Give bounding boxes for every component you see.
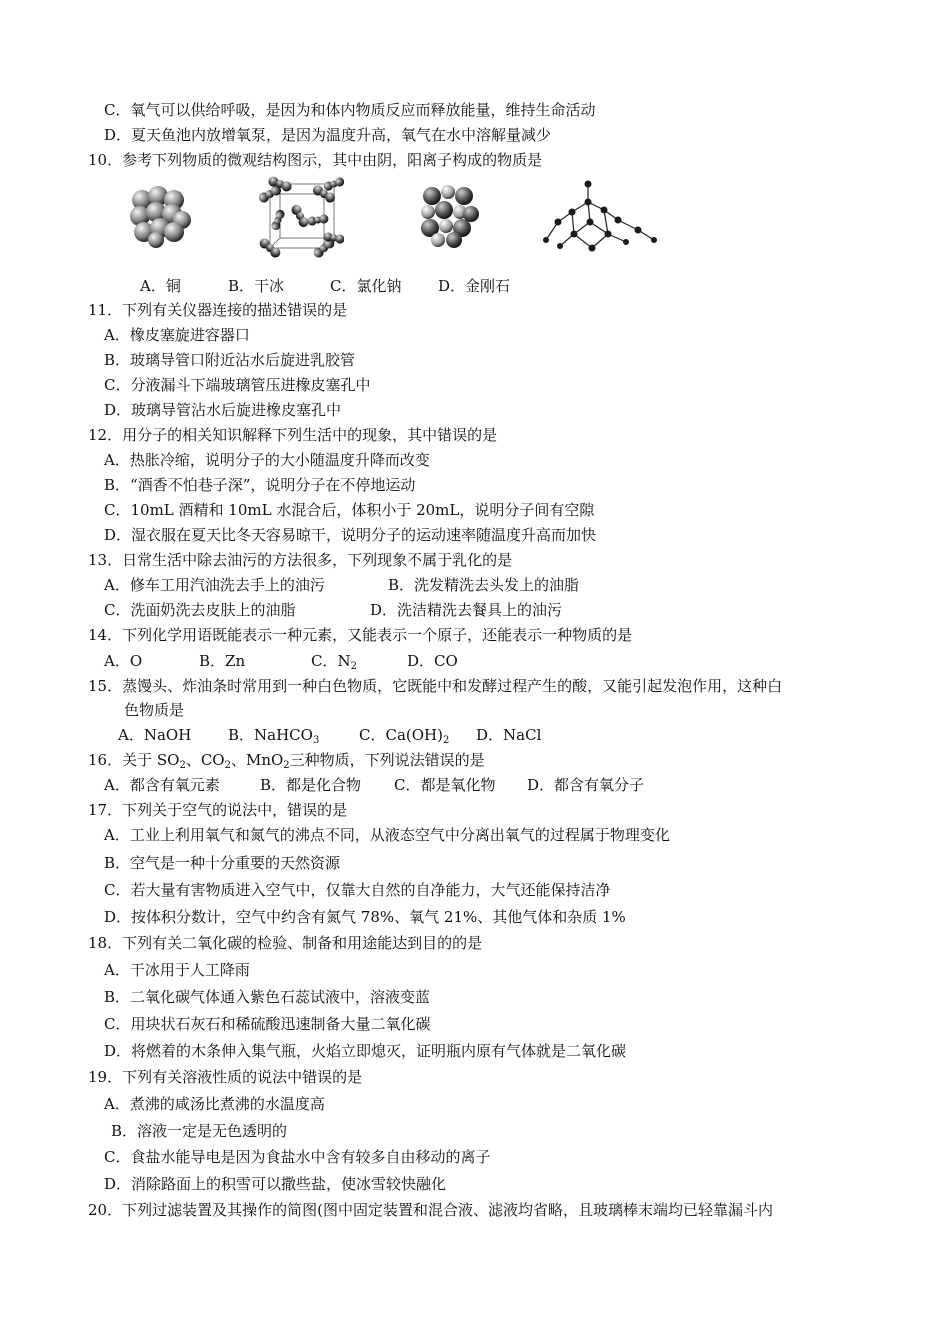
q17-option-d: D．按体积分数计，空气中约含有氮气 78%、氧气 21%、其他气体和杂质 1%	[104, 908, 626, 926]
q10-option-a: A．铜	[140, 277, 181, 295]
q17-option-c: C．若大量有害物质进入空气中，仅靠大自然的自净能力，大气还能保持洁净	[104, 881, 611, 899]
q14-options	[104, 651, 458, 671]
dry-ice-structure-image	[256, 176, 344, 262]
q12-option-a: A．热胀冷缩，说明分子的大小随温度升降而改变	[104, 451, 430, 469]
q14-option-d: D．CO	[407, 652, 458, 670]
q17-stem: 17．下列关于空气的说法中，错误的是	[88, 801, 348, 819]
q19-option-a: A．煮沸的咸汤比煮沸的水温度高	[104, 1095, 325, 1113]
q15-stem-continued: 色物质是	[124, 701, 185, 719]
q10-stem: 10．参考下列物质的微观结构图示，其中由阴，阳离子构成的物质是	[88, 151, 543, 169]
q14-option-c: C．$N_2$	[311, 652, 357, 672]
q11-option-d: D．玻璃导管沾水后旋进橡皮塞孔中	[104, 401, 342, 419]
q18-option-c: C．用块状石灰石和稀硫酸迅速制备大量二氧化碳	[104, 1015, 431, 1033]
q10-option-c: C．氯化钠	[330, 277, 402, 295]
q16-option-b: B．都是化合物	[260, 776, 362, 794]
q14-option-a: A．O	[104, 652, 143, 670]
q12-option-d: D．湿衣服在夏天比冬天容易晾干，说明分子的运动速率随温度升高而加快	[104, 526, 597, 544]
q13-options-row1	[104, 575, 579, 595]
sodium-chloride-structure-image	[416, 182, 480, 248]
q11-option-a: A．橡皮塞旋进容器口	[104, 326, 250, 344]
q18-option-b: B．二氧化碳气体通入紫色石蕊试液中，溶液变蓝	[104, 988, 431, 1006]
q11-option-c: C．分液漏斗下端玻璃管压进橡皮塞孔中	[104, 376, 371, 394]
q19-option-d: D．消除路面上的积雪可以撒些盐，使冰雪较快融化	[104, 1175, 447, 1193]
q13-options-row2	[104, 600, 562, 620]
q16-option-c: C．都是氧化物	[394, 776, 496, 794]
q15-stem: 15．蒸馒头、炸油条时常用到一种白色物质，它既能中和发酵过程产生的酸，又能引起发泡作用，这种白	[88, 677, 783, 695]
q10-option-b: B．干冰	[228, 277, 285, 295]
q20-stem: 20．下列过滤装置及其操作的简图(图中固定装置和混合液、滤液均省略，且玻璃棒末端均已轻靠漏斗内	[88, 1201, 773, 1219]
diamond-structure-image	[536, 176, 660, 262]
q19-option-b: B．溶液一定是无色透明的	[111, 1122, 288, 1140]
q13-option-b: B．洗发精洗去头发上的油脂	[388, 576, 580, 594]
q14-stem: 14．下列化学用语既能表示一种元素，又能表示一个原子，还能表示一种物质的是	[88, 626, 633, 644]
q15-option-d: D．NaCl	[476, 726, 542, 744]
q18-option-a: A．干冰用于人工降雨	[104, 961, 250, 979]
q9-option-c: C．氧气可以供给呼吸，是因为和体内物质反应而释放能量，维持生命活动	[104, 101, 596, 119]
q11-option-b: B．玻璃导管口附近沾水后旋进乳胶管	[104, 351, 356, 369]
q16-options	[104, 775, 644, 795]
q11-stem: 11．下列有关仪器连接的描述错误的是	[88, 301, 348, 319]
q17-option-b: B．空气是一种十分重要的天然资源	[104, 854, 341, 872]
q15-option-b: B．NaHCO$_3$	[228, 726, 320, 746]
q19-stem: 19．下列有关溶液性质的说法中错误的是	[88, 1068, 363, 1086]
q13-stem: 13．日常生活中除去油污的方法很多，下列现象不属于乳化的是	[88, 551, 513, 569]
q12-option-c: C．10mL 酒精和 10mL 水混合后，体积小于 20mL，说明分子间有空隙	[104, 501, 595, 519]
q16-option-d: D．都含有氧分子	[527, 776, 645, 794]
q12-option-b: B．“酒香不怕巷子深”，说明分子在不停地运动	[104, 476, 416, 494]
q19-option-c: C．食盐水能导电是因为食盐水中含有较多自由移动的离子	[104, 1148, 491, 1166]
copper-structure-image	[128, 182, 192, 248]
q10-structure-figures	[100, 176, 660, 268]
q13-option-d: D．洗洁精洗去餐具上的油污	[370, 601, 563, 619]
q16-option-a: A．都含有氧元素	[104, 776, 220, 794]
q15-option-c: C．$Ca(OH)_2$	[359, 726, 450, 746]
q12-stem: 12．用分子的相关知识解释下列生活中的现象，其中错误的是	[88, 426, 498, 444]
q15-option-a: A．NaOH	[118, 726, 192, 744]
q13-option-a: A．修车工用汽油洗去手上的油污	[104, 576, 325, 594]
q18-option-d: D．将燃着的木条伸入集气瓶，火焰立即熄灭，证明瓶内原有气体就是二氧化碳	[104, 1042, 627, 1060]
q10-options	[140, 276, 510, 296]
q16-stem: 16．关于 $SO_2$、$CO_2$、MnO$_2$三种物质，下列说法错误的是	[88, 751, 485, 771]
q10-option-d: D．金刚石	[438, 277, 511, 295]
q9-option-d: D．夏天鱼池内放增氧泵，是因为温度升高，氧气在水中溶解量减少	[104, 126, 552, 144]
q18-stem: 18．下列有关二氧化碳的检验、制备和用途能达到目的的是	[88, 934, 483, 952]
q15-options	[118, 725, 541, 745]
q17-option-a: A．工业上利用氧气和氮气的沸点不同，从液态空气中分离出氧气的过程属于物理变化	[104, 826, 670, 844]
q14-option-b: B．Zn	[199, 652, 246, 670]
q13-option-c: C．洗面奶洗去皮肤上的油脂	[104, 601, 296, 619]
